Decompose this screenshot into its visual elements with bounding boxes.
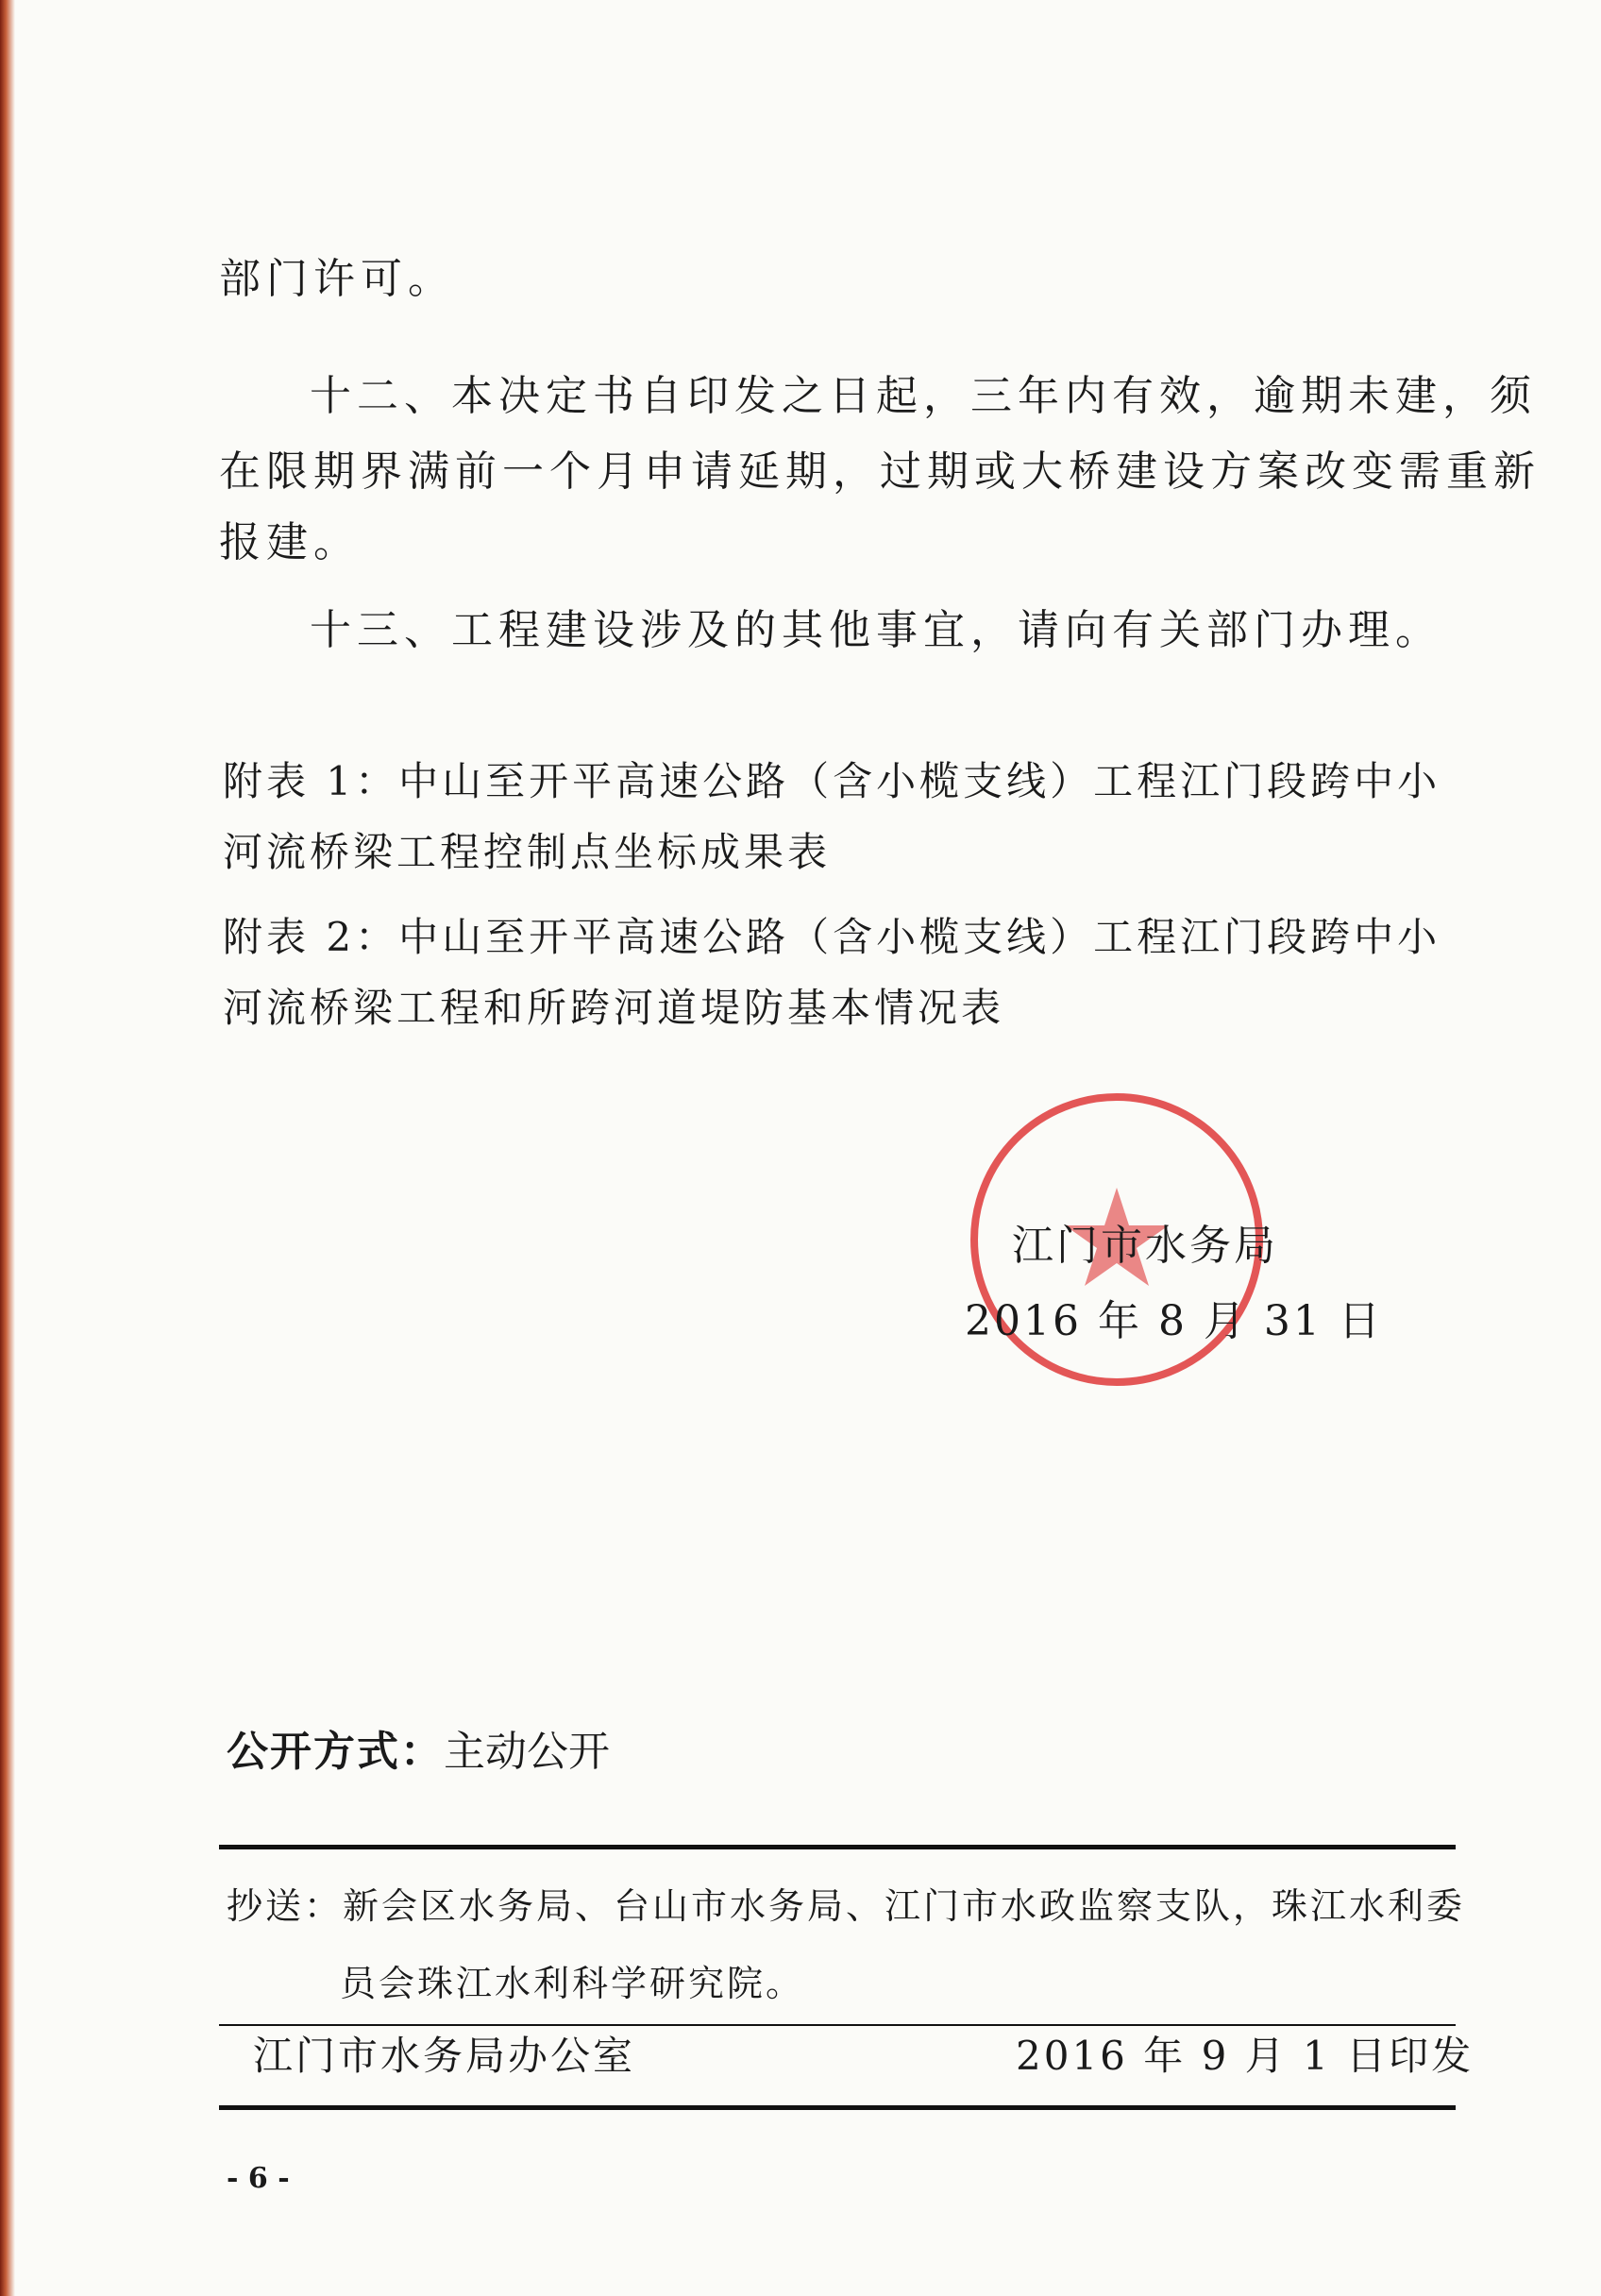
clause-12-line-3: 报建。 [219, 518, 361, 566]
issue-date: 2016 年 9 月 1 日印发 [1016, 2033, 1475, 2079]
attachment-2-line-1: 附表 2：中山至开平高速公路（含小榄支线）工程江门段跨中小 [223, 914, 1441, 960]
attachment-1-line-2: 河流桥梁工程控制点坐标成果表 [223, 829, 832, 875]
page-edge-shadow [0, 0, 15, 2296]
disclosure-value: 主动公开 [444, 1728, 610, 1776]
clause-12-line-2: 在限期界满前一个月申请延期，过期或大桥建设方案改变需重新 [219, 447, 1541, 496]
signature-organization: 江门市水务局 [1012, 1222, 1278, 1270]
cc-line-2: 员会珠江水利科学研究院。 [340, 1963, 805, 2004]
clause-13: 十三、工程建设涉及的其他事宜，请向有关部门办理。 [310, 606, 1442, 654]
disclosure-label: 公开方式： [227, 1728, 444, 1776]
disclosure-line [227, 1726, 610, 1779]
divider-bottom [219, 2105, 1456, 2110]
divider-top [219, 1845, 1456, 1849]
divider-middle [219, 2024, 1456, 2026]
attachment-1-line-1: 附表 1：中山至开平高速公路（含小榄支线）工程江门段跨中小 [223, 758, 1441, 804]
clause-12-line-1: 十二、本决定书自印发之日起，三年内有效，逾期未建，须 [310, 372, 1537, 420]
page-number: - 6 - [227, 2162, 290, 2195]
signature-date: 2016 年 8 月 31 日 [965, 1297, 1383, 1345]
body-line-1: 部门许可。 [219, 255, 455, 303]
issuing-office: 江门市水务局办公室 [253, 2033, 636, 2079]
attachment-2-line-2: 河流桥梁工程和所跨河道堤防基本情况表 [223, 985, 1005, 1031]
cc-line-1: 抄送：新会区水务局、台山市水务局、江门市水政监察支队，珠江水利委 [227, 1885, 1466, 1927]
